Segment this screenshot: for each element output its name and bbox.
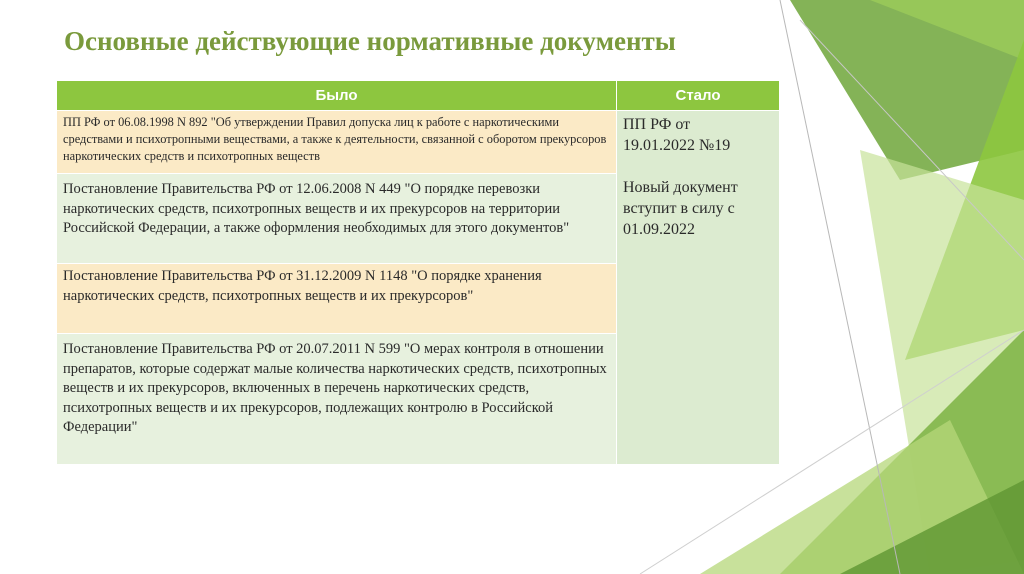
documents-table (56, 80, 780, 465)
was-cell-text: Постановление Правительства РФ от 20.07.2011 N 599 "О мерах контроля в отношении препаратов, которые содержат малые количества наркотических средств, психотропных веществ и их прекурсоров, включенных в перечень наркотических средств, психотропных веществ и их прекурсоров, подлежащих контролю в Российской Федерации" (63, 341, 607, 435)
now-cell-line: 01.09.2022 (623, 221, 695, 238)
slide-title: Основные действующие нормативные документы (64, 26, 676, 56)
table-row (57, 111, 780, 174)
was-cell-2 (57, 174, 617, 264)
now-cell-line: Новый документ (623, 179, 738, 196)
was-cell-4 (57, 334, 617, 465)
now-cell-line: вступит в силу с (623, 200, 735, 217)
now-cell (617, 111, 780, 465)
was-cell-text: Постановление Правительства РФ от 12.06.2008 N 449 "О порядке перевозки наркотических средств, психотропных веществ и их прекурсоров на территории Российской Федерации, а также оформления необходимых для этого документов" (63, 181, 570, 236)
was-cell-3 (57, 264, 617, 334)
now-cell-line: 19.01.2022 №19 (623, 137, 731, 154)
table-header-row (57, 81, 780, 111)
column-header-was: Было (57, 81, 617, 111)
was-cell-text: Постановление Правительства РФ от 31.12.2009 N 1148 "О порядке хранения наркотических средств, психотропных веществ и их прекурсоров" (63, 268, 542, 304)
was-cell-text: ПП РФ от 06.08.1998 N 892 "Об утверждении Правил допуска лиц к работе с наркотическими средствами и психотропными веществами, а также к деятельности, связанной с оборотом прекурсоров наркотических средств и психотропных веществ (63, 115, 607, 163)
now-cell-line: ПП РФ от (623, 116, 691, 133)
was-cell-1 (57, 111, 617, 174)
now-cell-spacer (623, 156, 773, 177)
column-header-now: Стало (617, 81, 780, 111)
